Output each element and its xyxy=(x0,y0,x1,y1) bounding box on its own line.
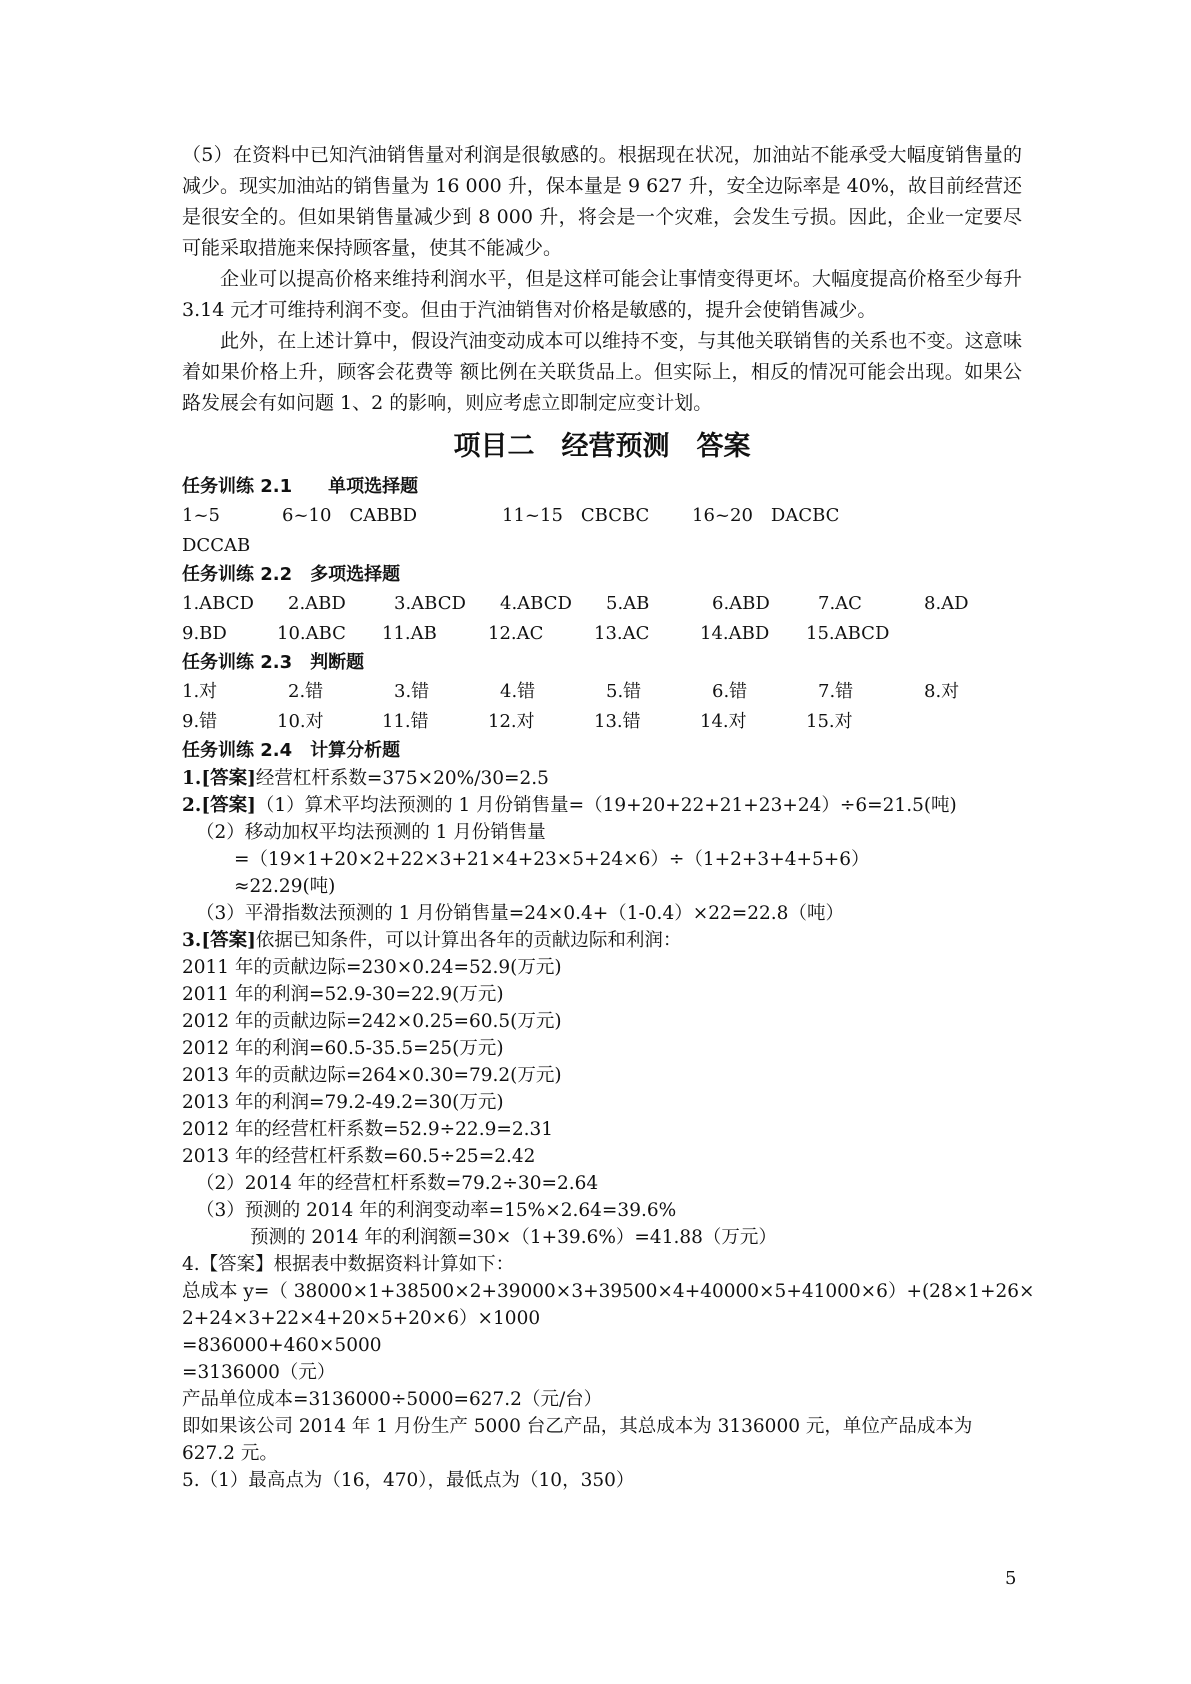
answer-line: =3136000（元） xyxy=(182,1362,336,1383)
answer-item: 12.对 xyxy=(488,711,535,732)
answer-line: 2+24×3+22×4+20×5+20×6）×1000 xyxy=(182,1308,541,1329)
answer-line: （2）2014 年的经营杠杆系数=79.2÷30=2.64 xyxy=(196,1173,599,1194)
answer-group: 6~10 CABBD xyxy=(282,505,418,526)
single-choice-answers xyxy=(182,501,1022,561)
answer-item: 2.错 xyxy=(288,681,324,702)
multi-choice-row-1 xyxy=(182,589,1022,619)
answer-line: （3）平滑指数法预测的 1 月份销售量=24×0.4+（1-0.4）×22=22.8（吨） xyxy=(196,903,844,924)
answer-group: 11~15 CBCBC xyxy=(502,505,650,526)
answer-line: 即如果该公司 2014 年 1 月份生产 5000 台乙产品，其总成本为 3136000 元，单位产品成本为 627.2 元。 xyxy=(182,1416,973,1464)
answer-line: =（19×1+20×2+22×3+21×4+23×5+24×6）÷（1+2+3+4+5+6） xyxy=(234,849,870,870)
answer-line: 2012 年的贡献边际=242×0.25=60.5(万元) xyxy=(182,1011,562,1032)
answer-item: 15.ABCD xyxy=(806,623,890,644)
answer-item: 7.错 xyxy=(818,681,854,702)
true-false-row-2 xyxy=(182,707,1022,737)
page-content xyxy=(182,140,1035,1494)
answer-group: 16~20 DACBC xyxy=(692,505,840,526)
answer-item: 3.ABCD xyxy=(394,593,466,614)
task-2-4-heading: 任务训练 2.4 计算分析题 xyxy=(182,740,401,761)
answer-text: 经营杠杆系数=375×20%/30=2.5 xyxy=(255,768,549,789)
answer-line: 2011 年的贡献边际=230×0.24=52.9(万元) xyxy=(182,957,562,978)
answer-item: 13.错 xyxy=(594,711,641,732)
answer-line: 2012 年的经营杠杆系数=52.9÷22.9=2.31 xyxy=(182,1119,554,1140)
answer-item: 1.ABCD xyxy=(182,593,254,614)
answer-item: 5.错 xyxy=(606,681,642,702)
answer-line: 2013 年的经营杠杆系数=60.5÷25=2.42 xyxy=(182,1146,536,1167)
answer-item: 3.错 xyxy=(394,681,430,702)
answer-item: 10.ABC xyxy=(277,623,346,644)
section-title: 项目二 经营预测 答案 xyxy=(453,431,751,462)
answer-line: =836000+460×5000 xyxy=(182,1335,382,1356)
answer-item: 10.对 xyxy=(277,711,324,732)
answer-line: 预测的 2014 年的利润额=30×（1+39.6%）=41.88（万元） xyxy=(250,1227,777,1248)
answer-line: 2013 年的贡献边际=264×0.30=79.2(万元) xyxy=(182,1065,562,1086)
answer-line: 2011 年的利润=52.9-30=22.9(万元) xyxy=(182,984,504,1005)
answer-item: 6.ABD xyxy=(712,593,770,614)
answer-text: 根据表中数据资料计算如下： xyxy=(273,1254,515,1275)
answer-label: 3.[答案] xyxy=(182,930,256,951)
answer-item: 8.AD xyxy=(924,593,969,614)
answer-line: 2012 年的利润=60.5-35.5=25(万元) xyxy=(182,1038,504,1059)
answer-label: 2.[答案] xyxy=(182,795,256,816)
intro-paragraph-3: 此外，在上述计算中，假设汽油变动成本可以维持不变，与其他关联销售的关系也不变。这意味着如果价格上升，顾客会花费等 额比例在关联货品上。但实际上，相反的情况可能会出现。如果公路发展会有如问题 1、2 的影响，则应考虑立即制定应变计划。 xyxy=(182,330,1022,414)
answer-item: 9.错 xyxy=(182,711,218,732)
answer-item: 4.ABCD xyxy=(500,593,572,614)
answer-item: 12.AC xyxy=(488,623,544,644)
answer-line: 总成本 y=（ 38000×1+38500×2+39000×3+39500×4+40000×5+41000×6）+(28×1+26× xyxy=(182,1281,1035,1302)
answer-4 xyxy=(182,1251,1022,1278)
intro-paragraph-2: 企业可以提高价格来维持利润水平，但是这样可能会让事情变得更坏。大幅度提高价格至少每升 3.14 元才可维持利润不变。但由于汽油销售对价格是敏感的，提升会使销售减少。 xyxy=(182,268,1022,321)
answer-label: 4.【答案】 xyxy=(182,1254,274,1275)
answer-3 xyxy=(182,927,1022,954)
answer-1 xyxy=(182,765,1022,792)
answer-item: 15.对 xyxy=(806,711,853,732)
answer-label: 1.[答案] xyxy=(182,768,256,789)
answer-5: 5.（1）最高点为（16，470），最低点为（10，350） xyxy=(182,1470,635,1491)
true-false-row-1 xyxy=(182,677,1022,707)
answer-item: 7.AC xyxy=(818,593,862,614)
answer-item: 8.对 xyxy=(924,681,960,702)
answer-line: 产品单位成本=3136000÷5000=627.2（元/台） xyxy=(182,1389,603,1410)
answer-text: （1）算术平均法预测的 1 月份销售量=（19+20+22+21+23+24）÷6=21.5(吨) xyxy=(255,795,957,816)
calculation-answers xyxy=(182,765,1035,1494)
answer-item: 6.错 xyxy=(712,681,748,702)
answer-group: 1~5 DCCAB xyxy=(182,505,251,556)
answer-item: 5.AB xyxy=(606,593,650,614)
answer-item: 14.ABD xyxy=(700,623,770,644)
answer-2 xyxy=(182,792,1022,819)
answer-line: ≈22.29(吨) xyxy=(234,876,336,897)
answer-line: 2013 年的利润=79.2-49.2=30(万元) xyxy=(182,1092,504,1113)
task-2-1-heading: 任务训练 2.1 单项选择题 xyxy=(182,476,419,497)
answer-item: 2.ABD xyxy=(288,593,346,614)
answer-item: 13.AC xyxy=(594,623,650,644)
page-number: 5 xyxy=(1005,1568,1017,1589)
answer-text: 依据已知条件，可以计算出各年的贡献边际和利润： xyxy=(255,930,682,951)
task-2-3-heading: 任务训练 2.3 判断题 xyxy=(182,652,365,673)
answer-line: （3）预测的 2014 年的利润变动率=15%×2.64=39.6% xyxy=(196,1200,677,1221)
answer-item: 1.对 xyxy=(182,681,218,702)
task-2-2-heading: 任务训练 2.2 多项选择题 xyxy=(182,564,401,585)
answer-item: 4.错 xyxy=(500,681,536,702)
answer-item: 11.AB xyxy=(382,623,437,644)
answer-line: （2）移动加权平均法预测的 1 月份销售量 xyxy=(196,822,546,843)
multi-choice-row-2 xyxy=(182,619,1022,649)
intro-paragraph-1: （5）在资料中已知汽油销售量对利润是很敏感的。根据现在状况，加油站不能承受大幅度销售量的减少。现实加油站的销售量为 16 000 升，保本量是 9 627 升，安全边际率是 40%，故目前经营还是很安全的。但如果销售量减少到 8 000 升，将会是一个灾难，会发生亏损。因此，企业一定要尽可能采取措施来保持顾客量，使其不能减少。 xyxy=(182,144,1022,259)
answer-item: 9.BD xyxy=(182,623,227,644)
answer-item: 11.错 xyxy=(382,711,429,732)
answer-item: 14.对 xyxy=(700,711,747,732)
